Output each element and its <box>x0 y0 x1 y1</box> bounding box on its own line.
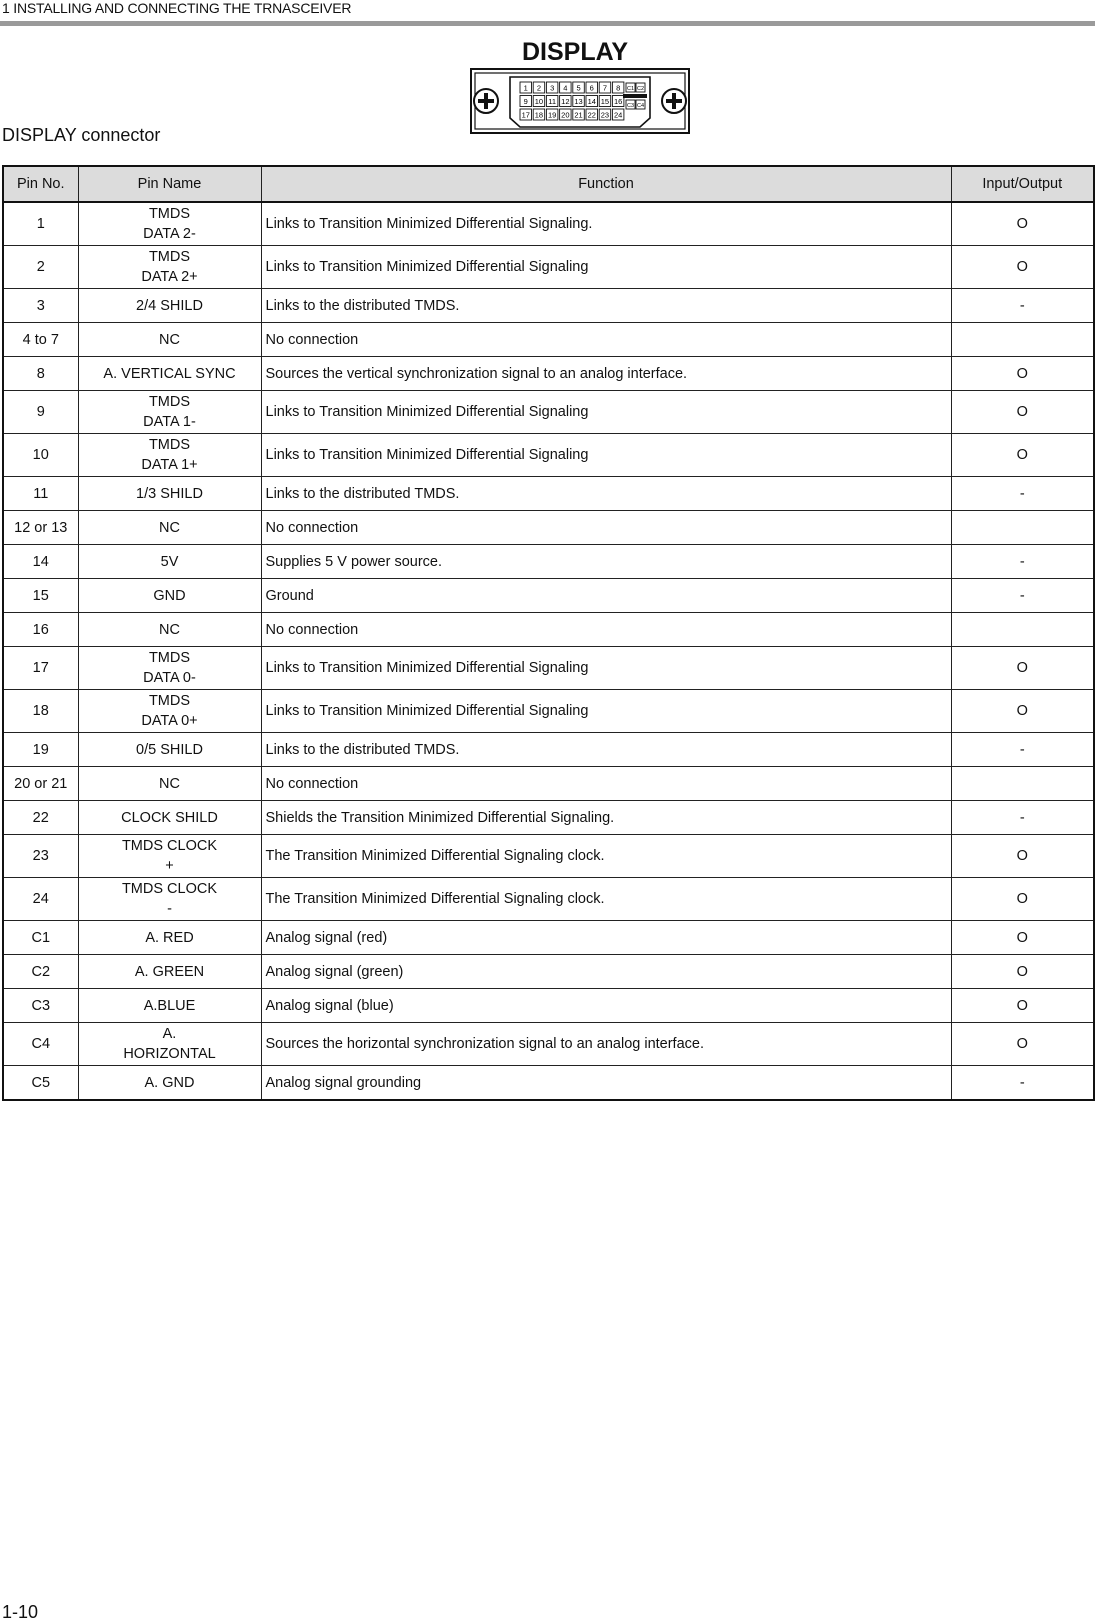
pin-name-cell: A. HORIZONTAL <box>78 1023 261 1066</box>
pin-number-cell: 20 or 21 <box>3 767 78 801</box>
function-cell: Sources the vertical synchronization signal to an analog interface. <box>261 357 951 391</box>
header-pin-no: Pin No. <box>3 166 78 202</box>
input-output-cell: - <box>951 477 1094 511</box>
connector-pin-label: 4 <box>563 83 568 93</box>
function-cell: Links to Transition Minimized Differential Signaling. <box>261 202 951 246</box>
table-row <box>3 921 1094 955</box>
table-row <box>3 767 1094 801</box>
pin-name-cell: NC <box>78 613 261 647</box>
input-output-cell: O <box>951 955 1094 989</box>
function-cell: No connection <box>261 511 951 545</box>
connector-pin-label: 3 <box>550 83 555 93</box>
function-cell: Shields the Transition Minimized Differential Signaling. <box>261 801 951 835</box>
analog-pin-label: C2 <box>636 86 645 92</box>
pin-number-cell: 10 <box>3 434 78 477</box>
input-output-cell: O <box>951 690 1094 733</box>
pin-name-cell: A. RED <box>78 921 261 955</box>
pin-name-cell: NC <box>78 511 261 545</box>
connector-caption: DISPLAY connector <box>2 125 161 145</box>
pin-number-cell: C3 <box>3 989 78 1023</box>
header-pin-name: Pin Name <box>78 166 261 202</box>
pin-name-cell: NC <box>78 323 261 357</box>
table-row <box>3 391 1094 434</box>
input-output-cell <box>951 613 1094 647</box>
table-row <box>3 989 1094 1023</box>
analog-ground-blade <box>623 94 647 98</box>
table-row <box>3 647 1094 690</box>
connector-pin-label: 24 <box>613 110 623 120</box>
input-output-cell: O <box>951 647 1094 690</box>
table-row <box>3 246 1094 289</box>
table-row <box>3 801 1094 835</box>
right-screw-icon <box>662 89 686 113</box>
input-output-cell: O <box>951 391 1094 434</box>
connector-pin-label: 6 <box>589 83 594 93</box>
analog-pin-label: C3 <box>626 103 635 109</box>
function-cell: No connection <box>261 323 951 357</box>
chapter-title: 1 INSTALLING AND CONNECTING THE TRNASCEIVER <box>2 0 352 16</box>
pin-name-cell: TMDS DATA 1- <box>78 391 261 434</box>
pin-number-cell: 24 <box>3 878 78 921</box>
pin-number-cell: 16 <box>3 613 78 647</box>
pin-number-cell: 4 to 7 <box>3 323 78 357</box>
pin-number-cell: 8 <box>3 357 78 391</box>
input-output-cell <box>951 511 1094 545</box>
connector-pin-label: 23 <box>600 110 610 120</box>
pin-name-cell: TMDS CLOCK - <box>78 878 261 921</box>
pin-number-cell: C4 <box>3 1023 78 1066</box>
function-cell: Sources the horizontal synchronization signal to an analog interface. <box>261 1023 951 1066</box>
table-row <box>3 545 1094 579</box>
function-cell: Links to Transition Minimized Differential Signaling <box>261 434 951 477</box>
pin-name-cell: TMDS CLOCK + <box>78 835 261 878</box>
pin-name-cell: A. VERTICAL SYNC <box>78 357 261 391</box>
pin-number-cell: 15 <box>3 579 78 613</box>
pin-number-cell: C5 <box>3 1066 78 1101</box>
function-cell: Analog signal (red) <box>261 921 951 955</box>
connector-pin-label: 12 <box>561 97 570 106</box>
analog-pin-label: C1 <box>626 86 635 92</box>
pin-number-cell: 3 <box>3 289 78 323</box>
function-cell: Analog signal grounding <box>261 1066 951 1101</box>
pin-name-cell: A. GND <box>78 1066 261 1101</box>
function-cell: Ground <box>261 579 951 613</box>
connector-pin-label: 7 <box>602 83 608 93</box>
connector-pin-label: 11 <box>548 97 557 106</box>
connector-pin-label: 5 <box>576 83 581 93</box>
input-output-cell: O <box>951 921 1094 955</box>
pin-number-cell: 22 <box>3 801 78 835</box>
table-row <box>3 955 1094 989</box>
input-output-cell: - <box>951 801 1094 835</box>
function-cell: Links to Transition Minimized Differential Signaling <box>261 391 951 434</box>
input-output-cell: - <box>951 545 1094 579</box>
connector-pin-label: 16 <box>613 97 623 106</box>
pin-name-cell: 2/4 SHILD <box>78 289 261 323</box>
dvi-connector-figure <box>470 68 690 139</box>
left-screw-icon <box>474 89 498 113</box>
page-number: 1-10 <box>2 1602 39 1622</box>
table-row <box>3 613 1094 647</box>
pin-number-cell: 17 <box>3 647 78 690</box>
pin-name-cell: A. GREEN <box>78 955 261 989</box>
pin-number-cell: 2 <box>3 246 78 289</box>
table-header-row <box>3 166 1094 202</box>
pin-name-cell: TMDS DATA 2- <box>78 202 261 246</box>
connector-pin-label: 18 <box>534 110 544 120</box>
function-cell: No connection <box>261 613 951 647</box>
input-output-cell: - <box>951 1066 1094 1101</box>
pin-number-cell: 18 <box>3 690 78 733</box>
pin-name-cell: TMDS DATA 1+ <box>78 434 261 477</box>
input-output-cell: O <box>951 434 1094 477</box>
connector-pin-label: 20 <box>561 110 570 120</box>
pin-number-cell: C1 <box>3 921 78 955</box>
table-row <box>3 477 1094 511</box>
chapter-rule <box>0 21 1095 26</box>
table-row <box>3 878 1094 921</box>
pin-name-cell: A.BLUE <box>78 989 261 1023</box>
function-cell: The Transition Minimized Differential Signaling clock. <box>261 835 951 878</box>
table-row <box>3 323 1094 357</box>
table-row <box>3 289 1094 323</box>
table-row <box>3 511 1094 545</box>
connector-pin-label: 17 <box>521 110 530 120</box>
input-output-cell: O <box>951 835 1094 878</box>
pin-number-cell: C2 <box>3 955 78 989</box>
pin-name-cell: 0/5 SHILD <box>78 733 261 767</box>
input-output-cell: O <box>951 1023 1094 1066</box>
input-output-cell: - <box>951 579 1094 613</box>
input-output-cell <box>951 323 1094 357</box>
pin-number-cell: 12 or 13 <box>3 511 78 545</box>
input-output-cell: - <box>951 733 1094 767</box>
input-output-cell: O <box>951 202 1094 246</box>
connector-heading: DISPLAY <box>522 38 629 66</box>
table-row <box>3 434 1094 477</box>
input-output-cell: O <box>951 246 1094 289</box>
function-cell: Analog signal (blue) <box>261 989 951 1023</box>
input-output-cell: O <box>951 878 1094 921</box>
table-row <box>3 733 1094 767</box>
connector-pin-label: 14 <box>587 97 596 106</box>
table-row <box>3 835 1094 878</box>
table-row <box>3 1023 1094 1066</box>
connector-pin-label: 9 <box>523 97 528 106</box>
connector-pin-label: 22 <box>587 110 596 120</box>
pin-number-cell: 9 <box>3 391 78 434</box>
connector-pin-label: 21 <box>574 110 583 120</box>
function-cell: Analog signal (green) <box>261 955 951 989</box>
table-row <box>3 690 1094 733</box>
pin-number-cell: 19 <box>3 733 78 767</box>
input-output-cell <box>951 767 1094 801</box>
pin-name-cell: 5V <box>78 545 261 579</box>
input-output-cell: O <box>951 357 1094 391</box>
pin-number-cell: 1 <box>3 202 78 246</box>
table-row <box>3 1066 1094 1101</box>
analog-pin-label: C4 <box>636 103 645 109</box>
connector-pin-label: 2 <box>536 83 542 93</box>
pin-name-cell: TMDS DATA 0- <box>78 647 261 690</box>
input-output-cell: O <box>951 989 1094 1023</box>
function-cell: Links to Transition Minimized Differential Signaling <box>261 647 951 690</box>
pin-name-cell: 1/3 SHILD <box>78 477 261 511</box>
function-cell: The Transition Minimized Differential Signaling clock. <box>261 878 951 921</box>
connector-pin-label: 8 <box>616 83 621 93</box>
function-cell: No connection <box>261 767 951 801</box>
function-cell: Supplies 5 V power source. <box>261 545 951 579</box>
function-cell: Links to the distributed TMDS. <box>261 733 951 767</box>
pin-number-cell: 23 <box>3 835 78 878</box>
function-cell: Links to the distributed TMDS. <box>261 477 951 511</box>
function-cell: Links to Transition Minimized Differential Signaling <box>261 690 951 733</box>
dvi-connector-diagram <box>470 68 690 134</box>
connector-pin-label: 19 <box>547 110 557 120</box>
pin-table <box>2 165 1095 1101</box>
connector-pin-label: 10 <box>534 97 544 106</box>
header-input-output: Input/Output <box>951 166 1094 202</box>
table-row <box>3 202 1094 246</box>
header-function: Function <box>261 166 951 202</box>
connector-pin-label: 1 <box>523 83 528 93</box>
input-output-cell: - <box>951 289 1094 323</box>
connector-pin-label: 15 <box>600 97 610 106</box>
connector-pin-label: 13 <box>574 97 583 106</box>
function-cell: Links to the distributed TMDS. <box>261 289 951 323</box>
pin-name-cell: NC <box>78 767 261 801</box>
pin-name-cell: TMDS DATA 2+ <box>78 246 261 289</box>
function-cell: Links to Transition Minimized Differential Signaling <box>261 246 951 289</box>
table-row <box>3 357 1094 391</box>
pin-name-cell: TMDS DATA 0+ <box>78 690 261 733</box>
pin-number-cell: 11 <box>3 477 78 511</box>
table-row <box>3 579 1094 613</box>
pin-name-cell: GND <box>78 579 261 613</box>
pin-number-cell: 14 <box>3 545 78 579</box>
pin-name-cell: CLOCK SHILD <box>78 801 261 835</box>
